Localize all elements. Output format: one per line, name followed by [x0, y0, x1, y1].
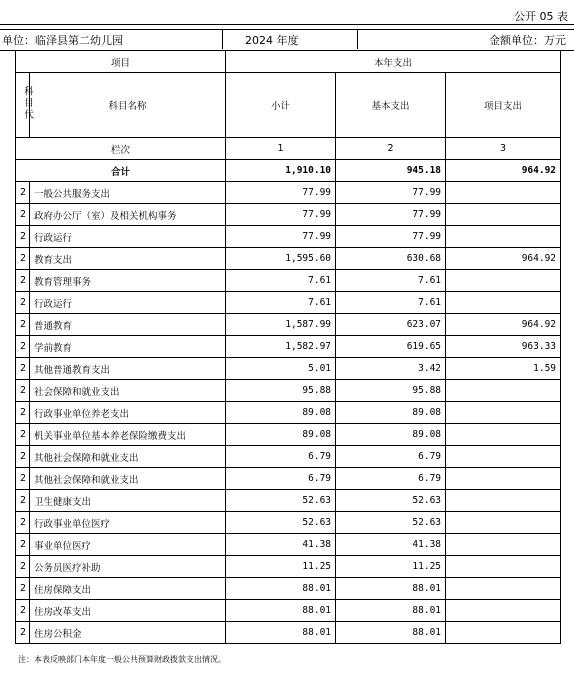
basic-expense-header: 基本支出 — [336, 73, 446, 138]
subject-code: 2 — [16, 336, 30, 358]
subject-code: 2 — [16, 424, 30, 446]
project-header: 项目 — [16, 51, 226, 73]
subject-code: 2 — [16, 314, 30, 336]
basic-expense-value: 89.08 — [336, 424, 446, 446]
unit-label: 单位：临泽县第二幼儿园 — [2, 34, 123, 47]
project-expense-value — [446, 556, 561, 578]
subject-code: 2 — [16, 534, 30, 556]
subtotal-value: 88.01 — [226, 622, 336, 644]
subtotal-value: 52.63 — [226, 512, 336, 534]
project-expense-value — [446, 578, 561, 600]
subject-name: 住房保障支出 — [30, 578, 226, 600]
subtotal-value: 41.38 — [226, 534, 336, 556]
project-expense-value — [446, 512, 561, 534]
subject-name: 行政运行 — [30, 226, 226, 248]
subtotal-value: 1,582.97 — [226, 336, 336, 358]
subject-code: 2 — [16, 578, 30, 600]
subject-name: 行政事业单位养老支出 — [30, 402, 226, 424]
subject-name: 公务员医疗补助 — [30, 556, 226, 578]
subtotal-value: 88.01 — [226, 578, 336, 600]
total-label: 合计 — [16, 160, 226, 182]
table-row — [16, 226, 561, 248]
footnote: 注：本表反映部门本年度一般公共预算财政拨款支出情况。 — [18, 655, 226, 664]
subtotal-header: 小计 — [226, 73, 336, 138]
project-expense-value — [446, 204, 561, 226]
basic-expense-value: 41.38 — [336, 534, 446, 556]
project-expense-value — [446, 468, 561, 490]
project-expense-value — [446, 226, 561, 248]
table-row — [16, 534, 561, 556]
subject-code: 2 — [16, 292, 30, 314]
subject-code: 2 — [16, 622, 30, 644]
table-row — [16, 622, 561, 644]
subject-name: 政府办公厅（室）及相关机构事务 — [30, 204, 226, 226]
basic-expense-value: 619.65 — [336, 336, 446, 358]
subject-code-header: 科目代 — [16, 73, 30, 138]
project-expense-value — [446, 380, 561, 402]
subject-code: 2 — [16, 600, 30, 622]
subject-name: 教育管理事务 — [30, 270, 226, 292]
subtotal-value: 77.99 — [226, 182, 336, 204]
subject-name: 事业单位医疗 — [30, 534, 226, 556]
subtotal-value: 5.01 — [226, 358, 336, 380]
basic-expense-value: 11.25 — [336, 556, 446, 578]
table-row — [16, 182, 561, 204]
subtotal-value: 52.63 — [226, 490, 336, 512]
basic-expense-value: 77.99 — [336, 204, 446, 226]
subtotal-value: 7.61 — [226, 292, 336, 314]
subject-code: 2 — [16, 380, 30, 402]
table-row — [16, 468, 561, 490]
table-row — [16, 270, 561, 292]
basic-expense-value: 77.99 — [336, 226, 446, 248]
project-expense-value — [446, 534, 561, 556]
table-row — [16, 336, 561, 358]
subject-name: 住房改革支出 — [30, 600, 226, 622]
project-expense-header: 项目支出 — [446, 73, 561, 138]
subject-name: 其他普通教育支出 — [30, 358, 226, 380]
table-row — [16, 314, 561, 336]
basic-expense-value: 52.63 — [336, 490, 446, 512]
current-year-expense-header: 本年支出 — [226, 51, 561, 73]
subtotal-value: 1,595.60 — [226, 248, 336, 270]
project-expense-value — [446, 600, 561, 622]
header-rule — [0, 24, 574, 25]
project-expense-value: 964.92 — [446, 314, 561, 336]
subject-name: 其他社会保障和就业支出 — [30, 468, 226, 490]
subject-name: 行政事业单位医疗 — [30, 512, 226, 534]
project-expense-value — [446, 402, 561, 424]
subject-code: 2 — [16, 512, 30, 534]
table-row — [16, 578, 561, 600]
subject-name: 一般公共服务支出 — [30, 182, 226, 204]
subtotal-value: 77.99 — [226, 204, 336, 226]
basic-expense-value: 623.07 — [336, 314, 446, 336]
project-expense-value: 963.33 — [446, 336, 561, 358]
basic-expense-value: 6.79 — [336, 446, 446, 468]
subtotal-value: 88.01 — [226, 600, 336, 622]
subject-name: 其他社会保障和就业支出 — [30, 446, 226, 468]
table-row — [16, 358, 561, 380]
table-row — [16, 490, 561, 512]
table-row — [16, 292, 561, 314]
basic-expense-value: 6.79 — [336, 468, 446, 490]
basic-expense-value: 3.42 — [336, 358, 446, 380]
project-expense-value — [446, 292, 561, 314]
project-expense-value — [446, 424, 561, 446]
subject-code: 2 — [16, 402, 30, 424]
basic-expense-value: 95.88 — [336, 380, 446, 402]
basic-expense-value: 7.61 — [336, 270, 446, 292]
subject-name: 教育支出 — [30, 248, 226, 270]
subject-code: 2 — [16, 556, 30, 578]
basic-expense-value: 88.01 — [336, 578, 446, 600]
project-expense-value — [446, 490, 561, 512]
table-row — [16, 424, 561, 446]
project-expense-value: 964.92 — [446, 248, 561, 270]
subject-name-header: 科目名称 — [30, 73, 226, 138]
year-label: 2024 年度 — [245, 34, 299, 47]
subtotal-value: 11.25 — [226, 556, 336, 578]
amount-unit-label: 金额单位：万元 — [489, 34, 566, 47]
table-row — [16, 600, 561, 622]
total-basic: 945.18 — [336, 160, 446, 182]
basic-expense-value: 77.99 — [336, 182, 446, 204]
subtotal-value: 89.08 — [226, 424, 336, 446]
column-number: 1 — [226, 138, 336, 160]
project-expense-value — [446, 270, 561, 292]
table-row — [16, 380, 561, 402]
subject-name: 住房公积金 — [30, 622, 226, 644]
table-row — [16, 446, 561, 468]
subject-code: 2 — [16, 358, 30, 380]
total-project: 964.92 — [446, 160, 561, 182]
subject-name: 机关事业单位基本养老保险缴费支出 — [30, 424, 226, 446]
subject-name: 普通教育 — [30, 314, 226, 336]
subject-code: 2 — [16, 182, 30, 204]
subject-code: 2 — [16, 446, 30, 468]
table-row — [16, 248, 561, 270]
total-subtotal: 1,910.10 — [226, 160, 336, 182]
column-number: 2 — [336, 138, 446, 160]
subtotal-value: 89.08 — [226, 402, 336, 424]
project-expense-value — [446, 182, 561, 204]
basic-expense-value: 52.63 — [336, 512, 446, 534]
subject-code: 2 — [16, 490, 30, 512]
column-label: 栏次 — [16, 138, 226, 160]
subtotal-value: 95.88 — [226, 380, 336, 402]
subtotal-value: 7.61 — [226, 270, 336, 292]
form-code: 公开 05 表 — [514, 10, 568, 23]
table-row — [16, 204, 561, 226]
basic-expense-value: 89.08 — [336, 402, 446, 424]
project-expense-value — [446, 446, 561, 468]
basic-expense-value: 88.01 — [336, 600, 446, 622]
subtotal-value: 6.79 — [226, 446, 336, 468]
subtotal-value: 1,587.99 — [226, 314, 336, 336]
subject-name: 社会保障和就业支出 — [30, 380, 226, 402]
subtotal-value: 77.99 — [226, 226, 336, 248]
subject-code: 2 — [16, 270, 30, 292]
basic-expense-value: 7.61 — [336, 292, 446, 314]
subject-code: 2 — [16, 468, 30, 490]
subject-name: 学前教育 — [30, 336, 226, 358]
table-row — [16, 556, 561, 578]
column-number: 3 — [446, 138, 561, 160]
expense-table — [15, 50, 561, 644]
subject-code: 2 — [16, 226, 30, 248]
project-expense-value: 1.59 — [446, 358, 561, 380]
subject-name: 卫生健康支出 — [30, 490, 226, 512]
table-row — [16, 512, 561, 534]
basic-expense-value: 630.68 — [336, 248, 446, 270]
basic-expense-value: 88.01 — [336, 622, 446, 644]
subject-code: 2 — [16, 248, 30, 270]
project-expense-value — [446, 622, 561, 644]
subject-code: 2 — [16, 204, 30, 226]
table-row — [16, 402, 561, 424]
subtotal-value: 6.79 — [226, 468, 336, 490]
subject-name: 行政运行 — [30, 292, 226, 314]
